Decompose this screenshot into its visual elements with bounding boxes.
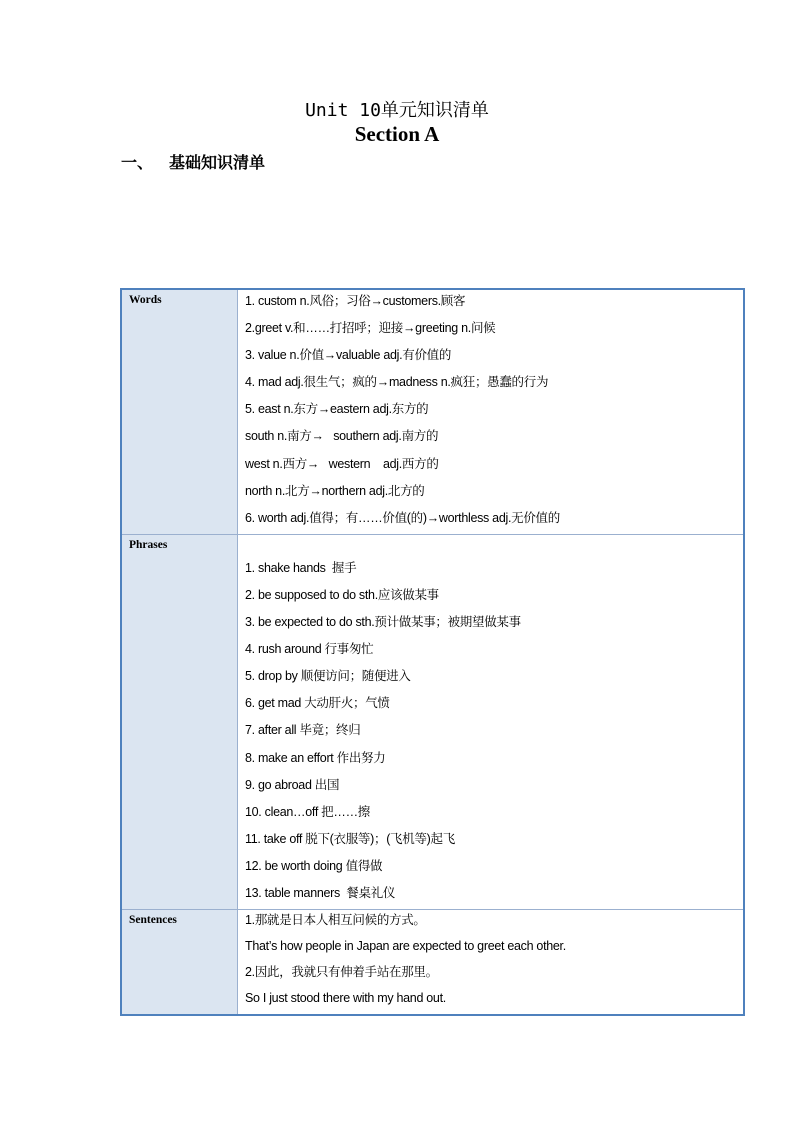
section-subtitle: Section A xyxy=(354,122,440,146)
phrases-label: Phrases xyxy=(121,534,238,909)
sentence-item: 2.因此，我就只有伸着手站在那里。 xyxy=(245,965,438,980)
phrases-content xyxy=(238,534,745,909)
word-item: 5. east n.东方→eastern adj.东方的 xyxy=(245,402,429,417)
word-item: 1. custom n.风俗；习俗→customers.顾客 xyxy=(245,294,466,308)
words-label: Words xyxy=(121,289,238,534)
phrase-item: 10. clean…off 把……擦 xyxy=(245,804,370,819)
phrases-row xyxy=(121,534,744,909)
section-heading xyxy=(121,150,265,173)
knowledge-table xyxy=(120,288,745,1016)
section-number: 一、 xyxy=(121,153,154,172)
phrase-item: 12. be worth doing 值得做 xyxy=(245,858,383,873)
words-content xyxy=(238,289,745,534)
sentences-row xyxy=(121,910,744,1016)
section-label: 基础知识清单 xyxy=(169,153,266,172)
phrase-item: 2. be supposed to do sth.应该做某事 xyxy=(245,587,439,602)
phrase-item: 7. after all 毕竟；终归 xyxy=(245,723,361,738)
sentence-item: That’s how people in Japan are expected to greet each other. xyxy=(245,939,566,954)
phrase-item: 9. go abroad 出国 xyxy=(245,777,340,792)
word-item: 6. worth adj.值得；有……价值(的)→worthless adj.无价值的 xyxy=(245,510,560,525)
phrase-item: 4. rush around 行事匆忙 xyxy=(245,642,374,657)
words-row xyxy=(121,289,744,534)
blank-line xyxy=(245,535,743,557)
sentences-content xyxy=(238,910,745,1016)
word-item: north n.北方→northern adj.北方的 xyxy=(245,483,425,498)
phrase-item: 8. make an effort 作出努力 xyxy=(245,750,386,765)
word-item: south n.南方→ southern adj.南方的 xyxy=(245,429,439,444)
phrase-item: 3. be expected to do sth.预计做某事；被期望做某事 xyxy=(245,615,521,630)
phrase-item: 13. table manners 餐桌礼仪 xyxy=(245,885,396,900)
phrase-item: 11. take off 脱下(衣服等)；(飞机等)起飞 xyxy=(245,831,455,846)
sentences-label: Sentences xyxy=(121,910,238,1016)
sentence-item: 1.那就是日本人相互问候的方式。 xyxy=(245,913,426,928)
word-item: 2.greet v.和……打招呼；迎接→greeting n.问候 xyxy=(245,321,496,336)
word-item: west n.西方→ western adj.西方的 xyxy=(245,456,439,471)
phrase-item: 1. shake hands 握手 xyxy=(245,560,357,575)
word-item: 4. mad adj.很生气；疯的→madness n.疯狂；愚蠢的行为 xyxy=(245,375,549,390)
sentence-item: So I just stood there with my hand out. xyxy=(245,991,446,1006)
word-item: 3. value n.价值→valuable adj.有价值的 xyxy=(245,348,452,363)
phrase-item: 5. drop by 顺便访问；随便进入 xyxy=(245,669,411,684)
page-title: Unit 10单元知识清单 xyxy=(305,100,489,121)
phrase-item: 6. get mad 大动肝火；气愤 xyxy=(245,696,390,711)
